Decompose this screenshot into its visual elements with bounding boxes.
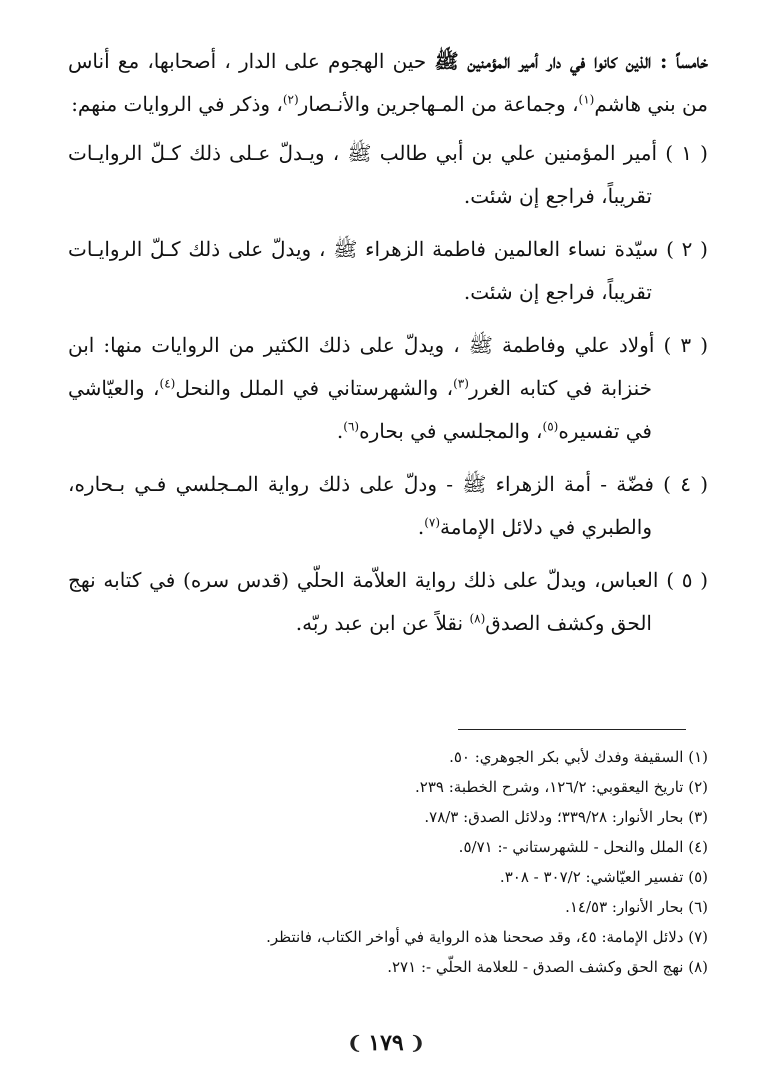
- footnote-ref-6[interactable]: (٦): [343, 419, 360, 434]
- item-text: أمير المؤمنين علي بن أبي طالب ﷺ ، ويـدلّ عـلى ذلك كـلّ الروايـات تقريباً، فراجع إن شئت.: [68, 141, 658, 208]
- item-number: ( ١ ): [665, 141, 708, 165]
- page-number: ١٧٩: [368, 1030, 404, 1056]
- ornament-left-icon: ❩: [347, 1033, 363, 1054]
- intro-text: ، وجماعة من المـهاجرين والأنـصار: [298, 92, 579, 116]
- list-item-3: [68, 324, 708, 453]
- intro-text: حين الهجوم على الدار ، أصحابها، مع أناس من بني هاشم: [68, 49, 708, 116]
- ornament-right-icon: ❨: [409, 1033, 425, 1054]
- item-text: ، والمجلسي في بحاره: [359, 419, 543, 443]
- intro-text: ، وذكر في الروايات منهم:: [71, 92, 283, 116]
- list-item-5: [68, 559, 708, 645]
- list-item-1: [68, 132, 708, 218]
- item-text: .: [417, 515, 425, 539]
- footnote-ref-3[interactable]: (٣): [453, 376, 469, 391]
- item-text: أولاد علي وفاطمة ﷺ ، ويدلّ على ذلك الكثير من الروايات منها: ابن خنزابة في كتابه الغرر: [68, 333, 655, 400]
- footnote-8: (٨) نهج الحق وكشف الصدق - للعلامة الحلّي -: ٢٧١.: [387, 958, 708, 976]
- footnote-1: (١) السقيفة وفدك لأبي بكر الجوهري: ٥٠.: [449, 748, 708, 766]
- item-number: ( ٣ ): [663, 333, 709, 357]
- item-text: سيّدة نساء العالمين فاطمة الزهراء ﷺ ، ويدلّ على ذلك كـلّ الروايـات تقريباً، فراجع إن شئت.: [68, 237, 659, 304]
- item-text: نقلاً عن ابن عبد ربّه.: [295, 611, 470, 635]
- footnote-3: (٣) بحار الأنوار: ٣٣٩/٢٨؛ ودلائل الصدق: ٧٨/٣.: [424, 808, 708, 826]
- intro-paragraph: [68, 40, 708, 126]
- item-text: العباس، ويدلّ على ذلك رواية العلاّمة الحلّي (قدس سره) في كتابه نهج الحق وكشف الصدق: [68, 568, 659, 635]
- footnote-ref-4[interactable]: (٤): [159, 376, 176, 391]
- footnote-7: (٧) دلائل الإمامة: ٤٥، وقد صححنا هذه الرواية في أواخر الكتاب، فانتظر.: [266, 928, 708, 946]
- footnotes-list: [68, 742, 708, 982]
- footnote-ref-8[interactable]: (٨): [469, 611, 486, 626]
- intro-lead: خامساً : الذين كانوا في دار أمير المؤمنين ﷺ: [434, 49, 708, 73]
- item-text: ، والعيّاشي في تفسيره: [68, 376, 652, 443]
- footnote-divider: [458, 729, 686, 730]
- footnote-2: (٢) تاريخ اليعقوبي: ١٢٦/٢، وشرح الخطبة: ٢٣٩.: [415, 778, 708, 796]
- list-item-4: [68, 463, 708, 549]
- item-number: ( ٥ ): [666, 568, 708, 592]
- page-number-footer: [0, 1028, 772, 1059]
- footnote-4: (٤) الملل والنحل - للشهرستاني -: ٥/٧١.: [458, 838, 708, 856]
- footnote-ref-7[interactable]: (٧): [424, 515, 441, 530]
- item-text: فضّة - أمة الزهراء ﷺ - ودلّ على ذلك رواية المـجلسي فـي بـحاره، والطبري في دلائل الإمامة: [68, 472, 654, 539]
- footnote-ref-2[interactable]: (٢): [282, 92, 299, 107]
- footnote-6: (٦) بحار الأنوار: ١٤/٥٣.: [565, 898, 708, 916]
- item-text: .: [336, 419, 344, 443]
- footnote-5: (٥) تفسير العيّاشي: ٣٠٧/٢ - ٣٠٨.: [499, 868, 708, 886]
- item-text: ، والشهرستاني في الملل والنحل: [175, 376, 454, 400]
- main-text: [68, 40, 708, 655]
- item-number: ( ٤ ): [663, 472, 708, 496]
- footnote-ref-1[interactable]: (١): [578, 92, 595, 107]
- list-item-2: [68, 228, 708, 314]
- item-number: ( ٢ ): [666, 237, 708, 261]
- footnote-ref-5[interactable]: (٥): [542, 419, 559, 434]
